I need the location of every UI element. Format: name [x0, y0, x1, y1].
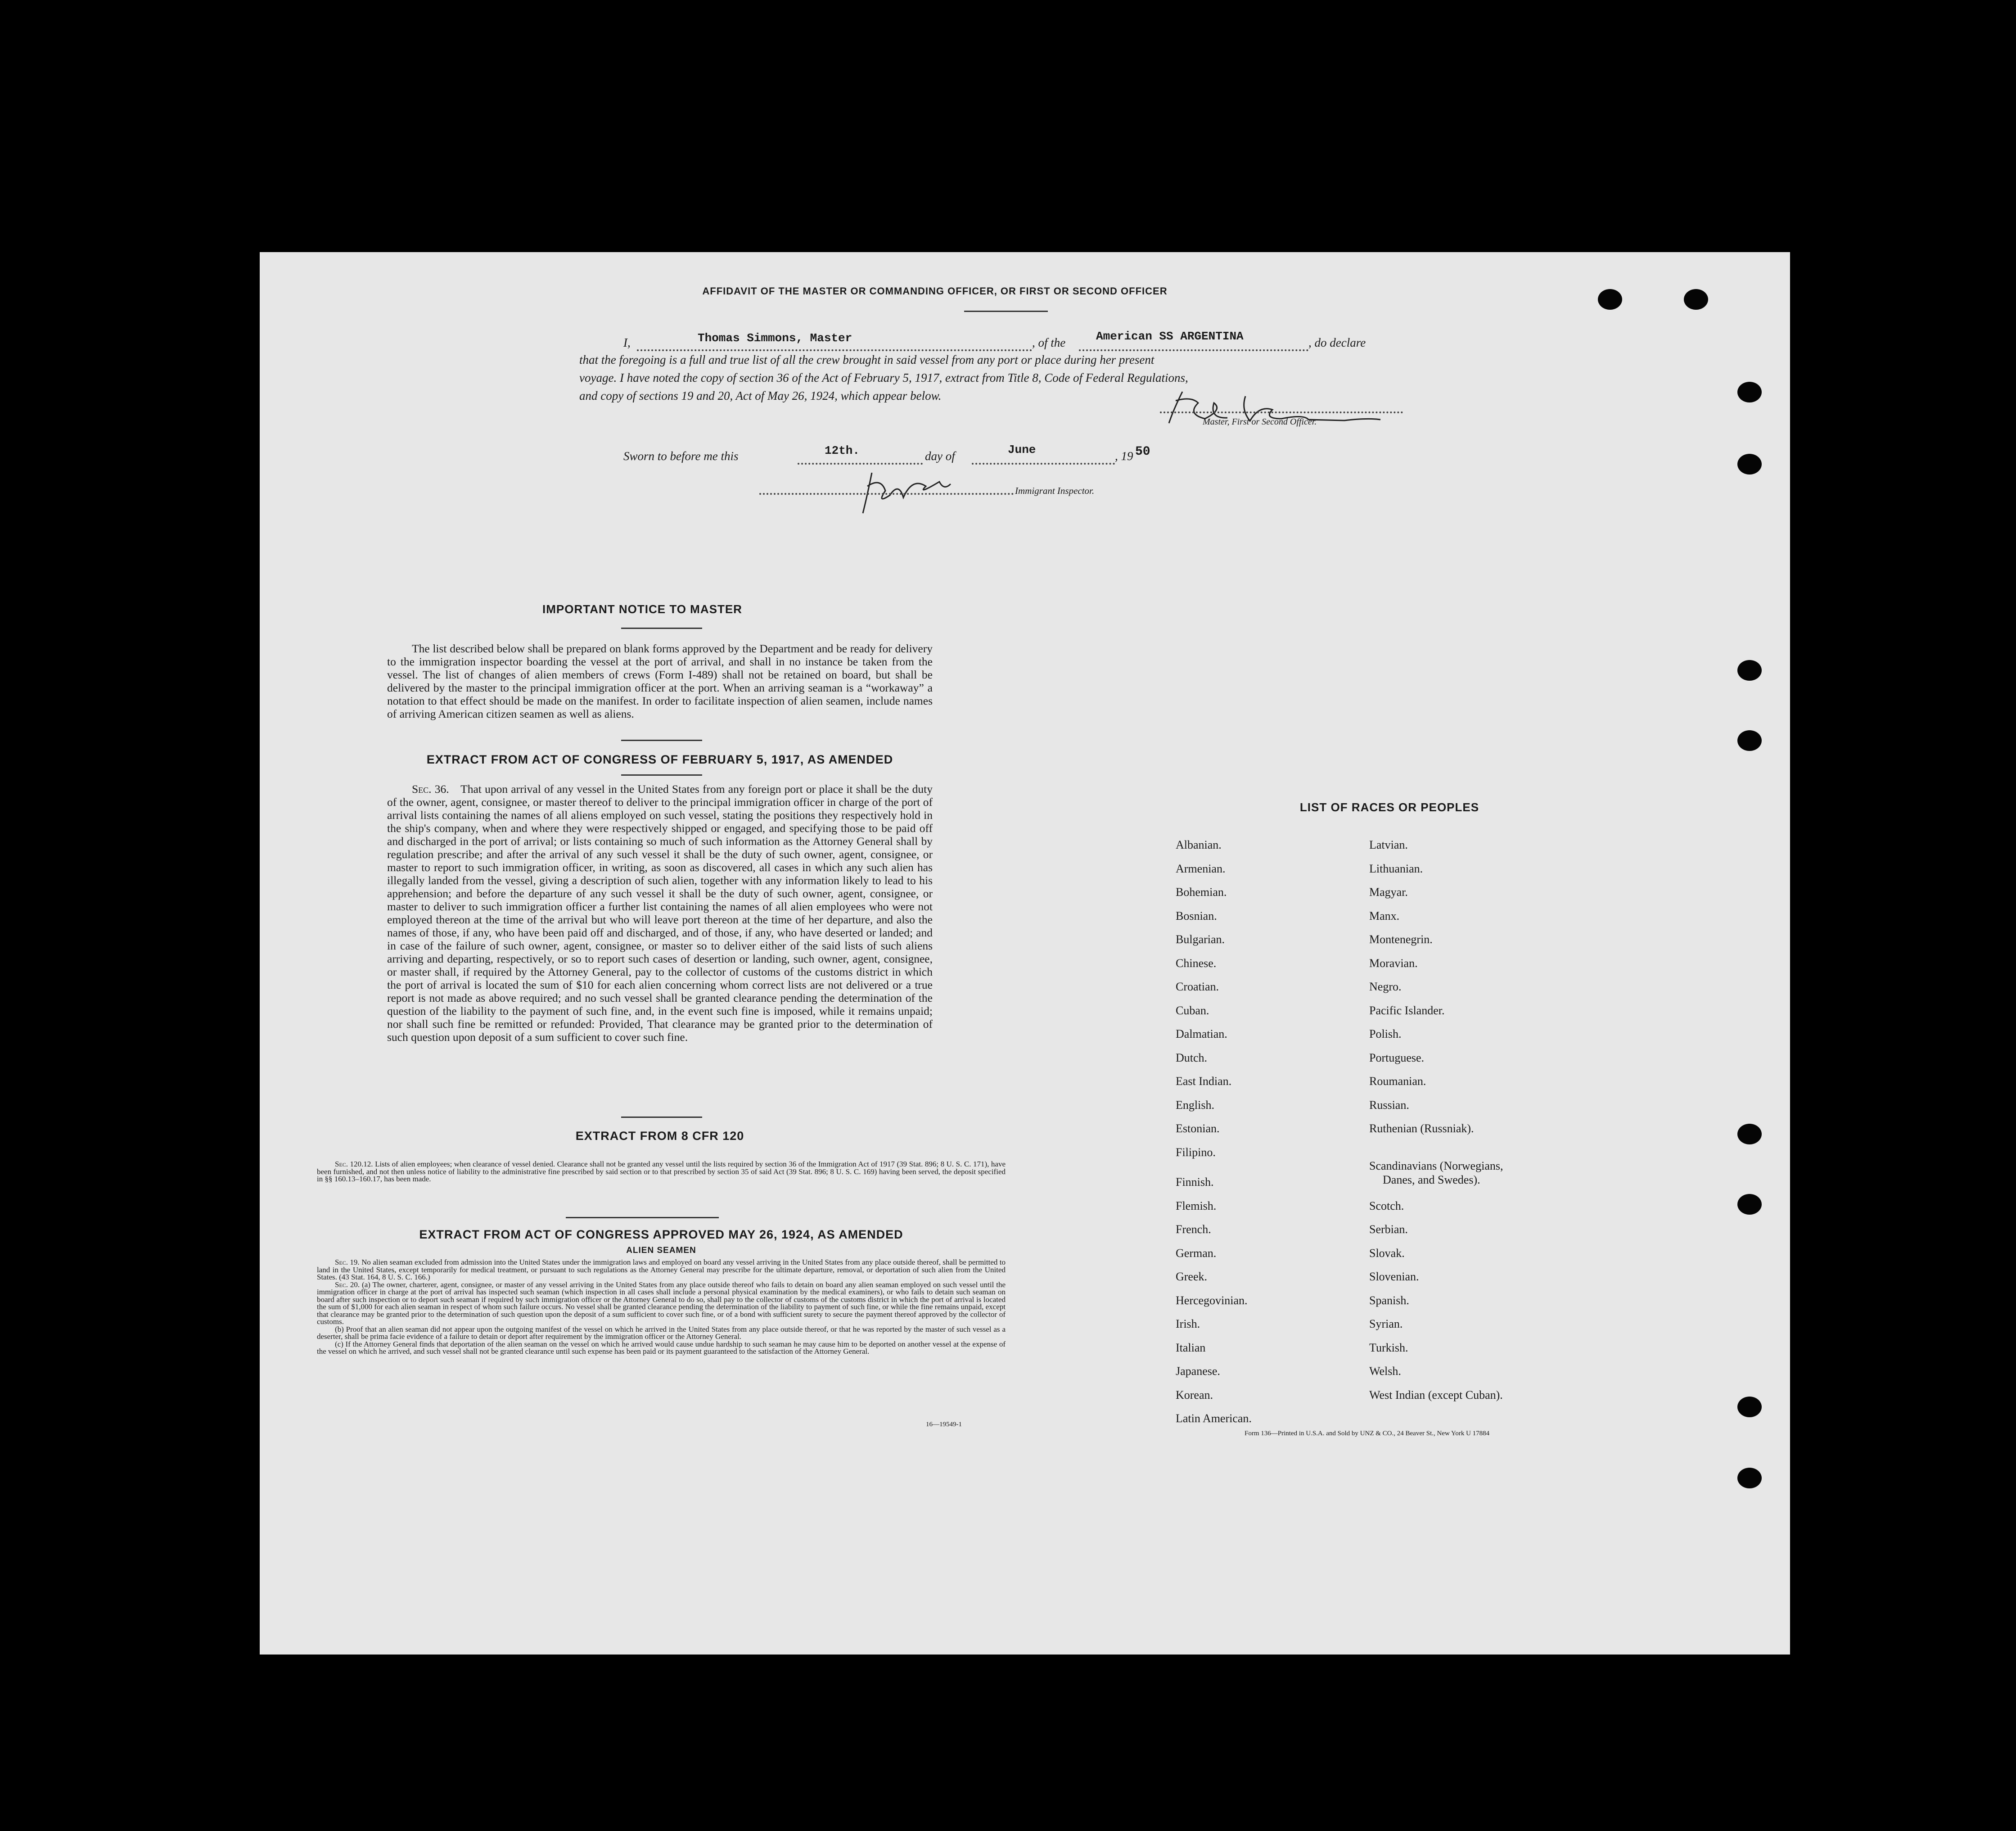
punch-hole-7	[1737, 1124, 1762, 1144]
punch-hole-10	[1737, 1468, 1762, 1488]
race-left-item: French.	[1176, 1223, 1211, 1236]
race-right-item: Magyar.	[1369, 886, 1408, 899]
race-left-item: Dalmatian.	[1176, 1027, 1227, 1040]
race-left-item: East Indian.	[1176, 1075, 1232, 1088]
divider	[964, 311, 1048, 312]
notice-title: IMPORTANT NOTICE TO MASTER	[542, 602, 742, 616]
race-right-item: Polish.	[1369, 1027, 1402, 1040]
race-left-item: Croatian.	[1176, 980, 1219, 993]
race-right-item: Welsh.	[1369, 1365, 1401, 1378]
race-right-item: West Indian (except Cuban).	[1369, 1388, 1503, 1402]
month-line	[972, 443, 1115, 465]
race-right-item: Ruthenian (Russniak).	[1369, 1122, 1474, 1135]
divider	[621, 628, 702, 629]
race-right-item: Negro.	[1369, 980, 1402, 993]
document-page	[260, 252, 1790, 1655]
race-right-item: Danes, and Swedes).	[1383, 1173, 1480, 1186]
race-left-item: Chinese.	[1176, 956, 1217, 970]
race-left-item: Korean.	[1176, 1388, 1213, 1402]
affidavit-line-3: voyage. I have noted the copy of section 36 of the Act of February 5, 1917, extract from Title 8, Code of Federal Regulations,	[579, 371, 1188, 384]
race-right-item: Turkish.	[1369, 1341, 1408, 1354]
affidavit-line-4: and copy of sections 19 and 20, Act of May 26, 1924, which appear below.	[579, 389, 942, 402]
punch-hole-1	[1598, 289, 1622, 310]
sworn-month: June	[1008, 443, 1036, 457]
master-name-line	[637, 331, 1032, 351]
race-right-item: Pacific Islander.	[1369, 1004, 1445, 1017]
day-of-label: day of	[925, 449, 955, 463]
race-right-item: Portuguese.	[1369, 1051, 1425, 1064]
punch-hole-6	[1737, 730, 1762, 751]
race-left-item: Bohemian.	[1176, 886, 1227, 899]
race-right-item: Latvian.	[1369, 838, 1408, 851]
inspector-line	[759, 492, 1014, 495]
race-left-item: Estonian.	[1176, 1122, 1220, 1135]
sworn-label: Sworn to before me this	[623, 449, 739, 463]
race-left-item: Flemish.	[1176, 1199, 1217, 1212]
notice-text: The list described below shall be prepared on blank forms approved by the Department and be ready for delivery to the immigration inspector boarding the vessel at the port of arrival, and shall in no instance be taken from the vessel. The list of changes of alien members of crews (Form I-489) shall not be retained on board, but shall be delivered by the master to the principal immigration officer at the port. When an arriving seaman is a “workaway” a notation to that effect should be made on the manifest. In order to facilitate inspection of alien seamen, include names of arriving American citizen seamen as well as aliens.	[387, 642, 933, 720]
race-left-item: Bosnian.	[1176, 909, 1217, 922]
punch-hole-8	[1737, 1194, 1762, 1215]
day-line	[798, 444, 923, 465]
signature-line	[1160, 411, 1403, 413]
of-the-label: , of the	[1032, 336, 1066, 349]
extract-1917-title: EXTRACT FROM ACT OF CONGRESS OF FEBRUARY 5, 1917, AS AMENDED	[426, 753, 893, 766]
race-left-item: Irish.	[1176, 1317, 1200, 1330]
race-left-item: German.	[1176, 1246, 1217, 1260]
extract-cfr-title: EXTRACT FROM 8 CFR 120	[575, 1129, 744, 1143]
master-name: Thomas Simmons, Master	[698, 331, 852, 345]
race-right-item: Roumanian.	[1369, 1075, 1426, 1088]
race-right-item: Serbian.	[1369, 1223, 1408, 1236]
section-19	[317, 1259, 1006, 1281]
affidavit-title: AFFIDAVIT OF THE MASTER OR COMMANDING OFFICER, OR FIRST OR SECOND OFFICER	[702, 285, 1168, 297]
section-20a	[317, 1281, 1006, 1326]
form-code: 16—19549-1	[926, 1421, 962, 1428]
race-right-item: Moravian.	[1369, 956, 1418, 970]
race-right-item: Lithuanian.	[1369, 862, 1423, 875]
divider	[621, 774, 702, 776]
vessel-line	[1079, 330, 1308, 351]
officer-caption: Master, First or Second Officer.	[1203, 417, 1317, 427]
section-20b: (b) Proof that an alien seaman did not appear upon the outgoing manifest of the vessel on which he arrived in the United States from any place outside thereof, or that he was reported by the master of such vessel as a deserter, shall be prima facie evidence of a failure to detain or deport after requirement by the immigration officer or the Attorney General.	[317, 1325, 1006, 1341]
section-120-12-text	[317, 1161, 1006, 1183]
divider	[621, 740, 702, 741]
sworn-day: 12th.	[825, 444, 860, 457]
punch-hole-2	[1684, 289, 1708, 310]
alien-seamen-subtitle: ALIEN SEAMEN	[626, 1246, 696, 1255]
race-left-item: Armenian.	[1176, 862, 1226, 875]
race-right-item: Slovenian.	[1369, 1270, 1419, 1283]
race-left-item: Cuban.	[1176, 1004, 1209, 1017]
divider	[566, 1217, 719, 1218]
form-footer: Form 136—Printed in U.S.A. and Sold by UNZ & CO., 24 Beaver St., New York U 17884	[1245, 1430, 1490, 1437]
race-left-item: Bulgarian.	[1176, 933, 1225, 946]
section-36-label: Sec. 36.	[412, 782, 449, 796]
section-20-label: Sec. 20.	[335, 1280, 360, 1289]
do-declare-label: , do declare	[1308, 336, 1366, 349]
race-right-item: Scotch.	[1369, 1199, 1404, 1212]
affidavit-line-2: that the foregoing is a full and true list of all the crew brought in said vessel from any port or place during her present	[579, 353, 1155, 366]
vessel-name: American SS ARGENTINA	[1096, 330, 1244, 343]
section-120-12-label: Sec. 120.12.	[335, 1160, 373, 1168]
extract-1924-title: EXTRACT FROM ACT OF CONGRESS APPROVED MAY 26, 1924, AS AMENDED	[419, 1228, 903, 1241]
section-19-body: No alien seaman excluded from admission into the United States under the immigration laws and employed on board any vessel arriving in the United States from any place outside thereof, shall be permitted to land in the United States, except temporarily for medical treatment, or pursuant to such regulations as the Attorney General may prescribe for the ultimate departure, removal, or deportation of such alien from the United States. (43 Stat. 164, 8 U. S. C. 166.)	[317, 1258, 1006, 1281]
race-left-item: Albanian.	[1176, 838, 1222, 851]
race-left-item: Finnish.	[1176, 1175, 1214, 1189]
race-left-item: Italian	[1176, 1341, 1206, 1354]
race-right-item: Slovak.	[1369, 1246, 1405, 1260]
section-20a-body: (a) The owner, charterer, agent, consignee, or master of any vessel arriving in the United States from any place outside thereof who fails to detain on board any alien seaman employed on such vessel until the immigration officer in charge at the port of arrival has inspected such seaman (which inspection in all cases shall include a personal physical examination by the medical examiners), or who fails to detain such seaman on board after such inspection or to deport such seaman if required by such immigration officer or the Attorney General to do so, shall pay to the collector of customs of the customs district in which the port of arrival is located the sum of $1,000 for each alien seaman in respect of whom such failure occurs. No vessel shall be granted clearance pending the determination of the liability to payment of such fine, or while the fine remains unpaid, except that clearance may be granted prior to the determination of such question upon the deposit of a sum sufficient to cover such fine, or of a bond with sufficient surety to secure the payment thereof approved by the collector of customs.	[317, 1280, 1006, 1326]
section-20c: (c) If the Attorney General finds that deportation of the alien seaman on the vessel on which he arrived would cause undue hardship to such seaman he may cause him to be deported on another vessel at the expense of the vessel on which he arrived, and such vessel shall not be granted clearance until such expense has been paid or its payment guaranteed to the satisfaction of the Attorney General.	[317, 1339, 1006, 1356]
race-left-item: Japanese.	[1176, 1365, 1220, 1378]
race-right-item: Montenegrin.	[1369, 933, 1433, 946]
race-left-item: English.	[1176, 1098, 1214, 1112]
affidavit-i-label: I,	[623, 336, 631, 349]
race-left-item: Filipino.	[1176, 1145, 1216, 1159]
sworn-year: 50	[1135, 445, 1150, 459]
section-36-body: That upon arrival of any vessel in the United States from any foreign port or place it shall be the duty of the owner, agent, consignee, or master thereof to deliver to the principal immigration officer in charge of the port of arrival lists containing the names of all aliens employed on such vessel, stating the positions they respectively hold in the ship's company, when and where they were respectively shipped or engaged, and specifying those to be paid off and discharged in the port of arrival; or lists containing so much of such information as the Attorney General shall by regulation prescribe; and after the arrival of any such vessel it shall be the duty of such owner, agent, consignee, or master to report to such immigration officer, in writing, as soon as discovered, all cases in which any such alien has illegally landed from the vessel, giving a description of such alien, together with any information likely to lead to his apprehension; and before the departure of any such vessel it shall be the duty of such owner, agent, consignee, or master to deliver to such immigration officer a further list containing the names of all alien employees who were not employed thereon at the time of the arrival but who will leave port thereon at the time of her departure, and also the names of those, if any, who have been paid off and discharged, and of those, if any, who have deserted or landed; and in case of the failure of such owner, agent, consignee, or master so to deliver either of the said lists of such aliens arriving and departing, respectively, or so to report such cases of desertion or landing, such owner, agent, consignee, or master shall, if required by the Attorney General, pay to the collector of customs of the customs district in which the port of arrival is located the sum of $10 for each alien concerning whom correct lists are not delivered or a true report is not made as above required; and no such vessel shall be granted clearance pending the determination of the question of the liability to the payment of such fine, and, in the event such fine is imposed, while it remains unpaid; nor shall such fine be remitted or refunded: Provided, That clearance may be granted prior to the determination of such question upon deposit of a sum sufficient to cover such fine.	[387, 782, 933, 1044]
race-right-item: Russian.	[1369, 1098, 1409, 1112]
race-left-item: Dutch.	[1176, 1051, 1208, 1064]
race-left-item: Greek.	[1176, 1270, 1208, 1283]
race-left-item: Latin American.	[1176, 1412, 1252, 1425]
divider	[621, 1117, 702, 1118]
inspector-caption: Immigrant Inspector.	[1015, 485, 1095, 496]
section-19-label: Sec. 19.	[335, 1258, 360, 1266]
section-120-12-body: Lists of alien employees; when clearance of vessel denied. Clearance shall not be granted any vessel until the lists required by section 36 of the Immigration Act of 1917 (39 Stat. 896; 8 U. S. C. 171), have been furnished, and not then unless notice of liability to the administrative fine prescribed by said section or to that prescribed by section 35 of said Act (39 Stat. 896; 8 U. S. C. 169) having been served, the deposit specified in §§ 160.13–160.17, has been made.	[317, 1160, 1006, 1183]
sections-19-20	[317, 1259, 1006, 1356]
races-title: LIST OF RACES OR PEOPLES	[1299, 800, 1479, 814]
punch-hole-4	[1737, 454, 1762, 475]
race-left-item: Hercegovinian.	[1176, 1293, 1248, 1307]
punch-hole-5	[1737, 660, 1762, 681]
race-right-item: Manx.	[1369, 909, 1400, 922]
punch-hole-9	[1737, 1397, 1762, 1417]
punch-hole-3	[1737, 382, 1762, 402]
race-right-item: Spanish.	[1369, 1293, 1409, 1307]
section-36-text	[387, 782, 933, 1044]
race-right-item: Scandinavians (Norwegians,	[1369, 1159, 1503, 1172]
year-prefix: , 19	[1115, 449, 1133, 463]
race-right-item: Syrian.	[1369, 1317, 1403, 1330]
